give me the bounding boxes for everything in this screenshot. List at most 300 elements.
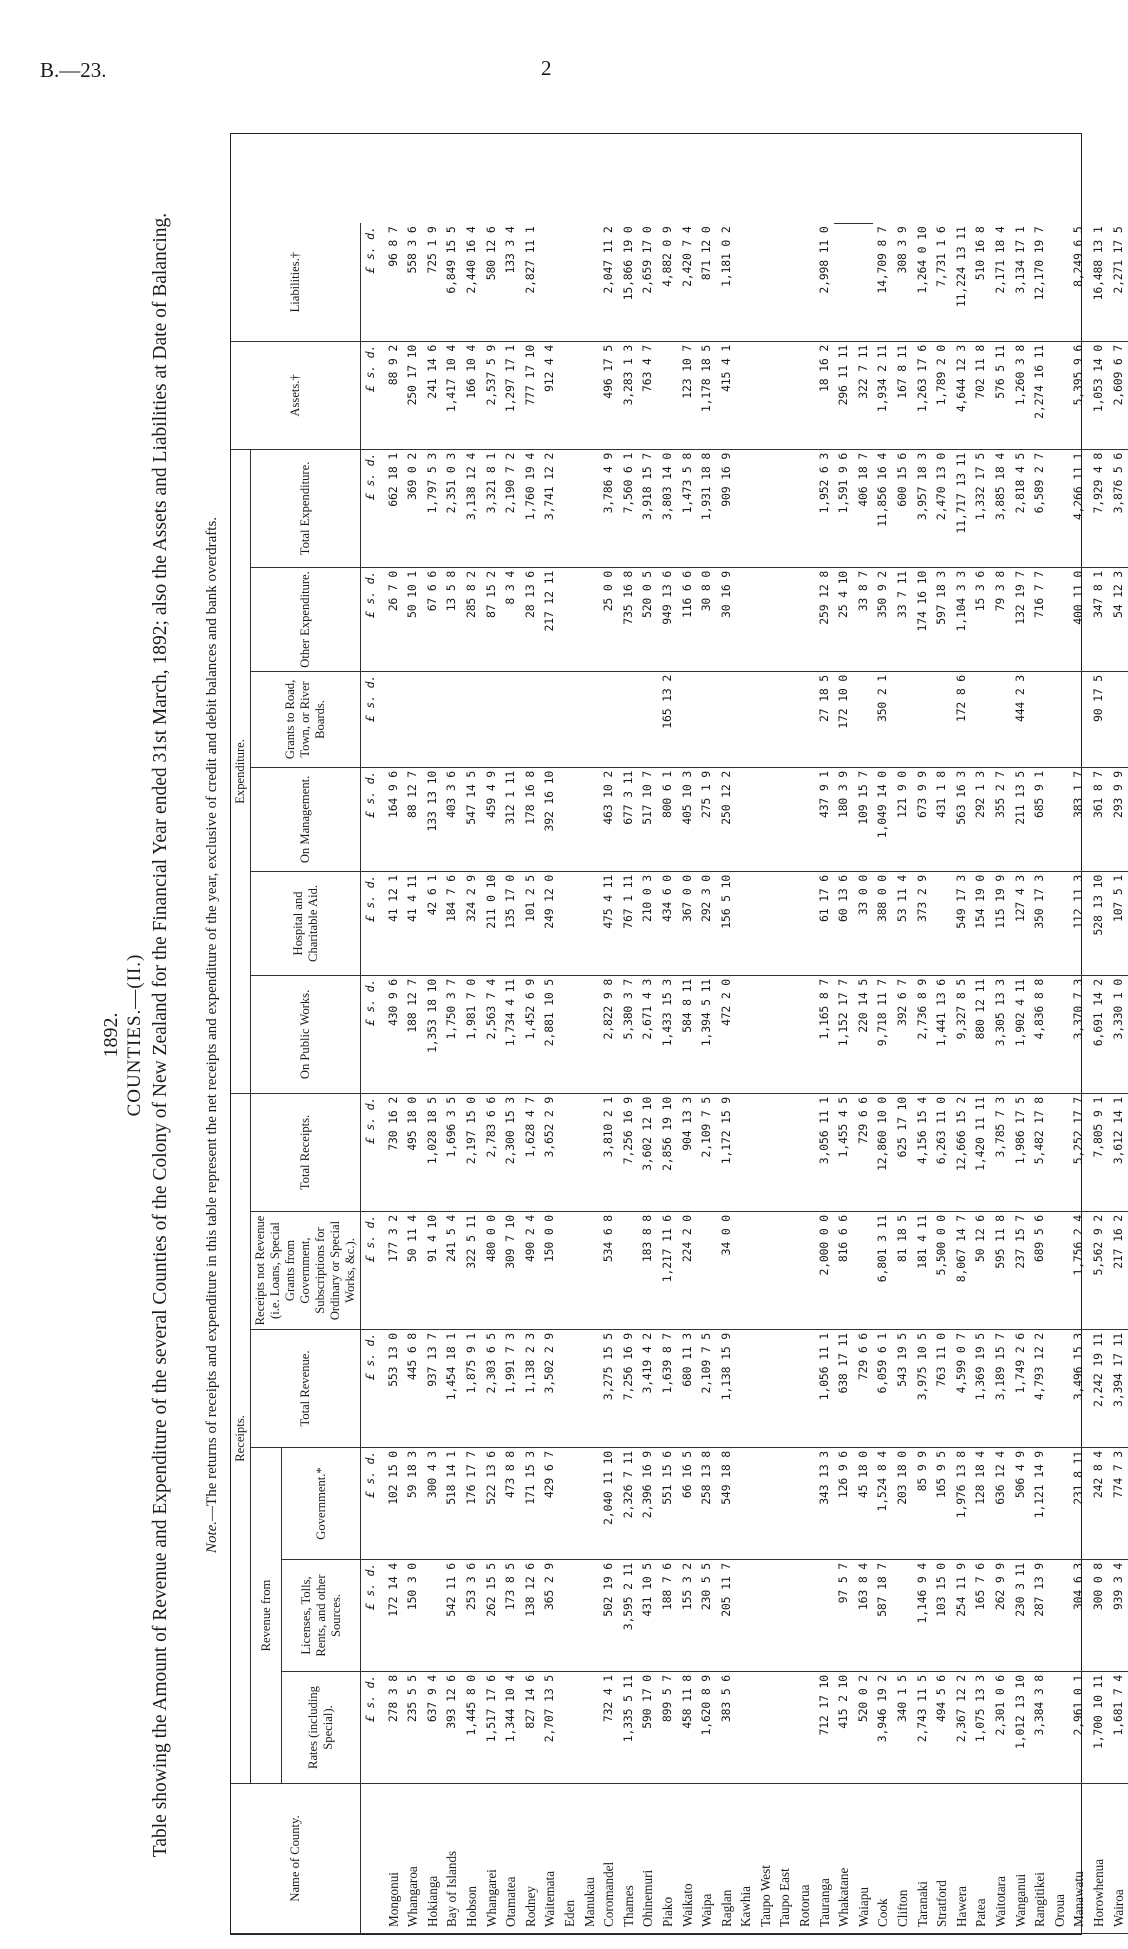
value-cell: 392 16 10: [540, 767, 560, 871]
value-cell: 415 2 10: [834, 1672, 854, 1784]
value-cell: 3,652 2 9: [540, 1093, 560, 1211]
value-cell: [580, 1212, 600, 1330]
value-cell: [1050, 1448, 1070, 1560]
value-cell: 355 2 7: [991, 767, 1011, 871]
value-cell: 217 16 2: [1109, 1212, 1128, 1330]
value-cell: 173 8 5: [501, 1560, 521, 1672]
value-cell: 343 13 3: [815, 1448, 835, 1560]
value-cell: 128 18 4: [971, 1448, 991, 1560]
value-cell: 41 12 1: [381, 871, 404, 975]
county-name-cell: Waitotara: [991, 1784, 1011, 1934]
value-cell: 1,591 9 6: [834, 449, 854, 567]
value-cell: [854, 134, 874, 223]
value-cell: 949 13 6: [658, 567, 678, 671]
value-cell: 3,957 18 3: [913, 449, 933, 567]
value-cell: 520 0 2: [854, 1672, 874, 1784]
value-cell: [1069, 671, 1089, 767]
value-cell: 2,047 11 2: [599, 223, 619, 341]
value-cell: [736, 871, 756, 975]
value-cell: [423, 1560, 443, 1672]
value-cell: [1050, 1212, 1070, 1330]
value-cell: 166 10 4: [462, 341, 482, 449]
value-cell: [580, 767, 600, 871]
value-cell: [560, 567, 580, 671]
county-name-cell: Rotorua: [795, 1784, 815, 1934]
value-cell: 350 2 1: [873, 671, 893, 767]
value-cell: [775, 671, 795, 767]
table-year: 1892.: [100, 1012, 122, 1058]
table-row: [854, 134, 874, 1934]
county-name-cell: Cook: [873, 1784, 893, 1934]
value-cell: 3,785 7 3: [991, 1093, 1011, 1211]
value-cell: 1,394 5 11: [697, 975, 717, 1093]
value-cell: 712 17 10: [815, 1672, 835, 1784]
value-cell: 763 11 0: [932, 1330, 952, 1448]
value-cell: 1,012 13 10: [1011, 1672, 1031, 1784]
table-row: [1030, 134, 1050, 1934]
value-cell: [736, 767, 756, 871]
value-cell: 5,395 9 6: [1069, 341, 1089, 449]
value-cell: [775, 341, 795, 449]
value-cell: 730 16 2: [381, 1093, 404, 1211]
table-row: [815, 134, 835, 1934]
value-cell: [501, 671, 521, 767]
document-reference: B.—23.: [40, 58, 107, 82]
value-cell: 2,563 7 4: [482, 975, 502, 1093]
value-cell: 1,986 17 5: [1011, 1093, 1031, 1211]
value-cell: 50 10 1: [403, 567, 423, 671]
value-cell: 30 8 0: [697, 567, 717, 671]
value-cell: 102 15 0: [381, 1448, 404, 1560]
value-cell: 2,961 0 1: [1069, 1672, 1089, 1784]
table-row: [501, 134, 521, 1934]
table-row: [873, 134, 893, 1934]
revenue-from-header: Revenue from: [251, 1448, 282, 1784]
value-cell: 2,671 4 3: [638, 975, 658, 1093]
value-cell: 103 15 0: [932, 1560, 952, 1672]
value-cell: [560, 871, 580, 975]
value-cell: 188 12 7: [403, 975, 423, 1093]
table-head: [231, 134, 381, 1934]
value-cell: 121 9 0: [893, 767, 913, 871]
county-name-cell: Manukau: [580, 1784, 600, 1934]
table-body: [381, 134, 1128, 1934]
value-cell: [736, 671, 756, 767]
value-cell: 4,644 12 3: [952, 341, 972, 449]
value-cell: [775, 223, 795, 341]
value-cell: 45 18 0: [854, 1448, 874, 1560]
value-cell: 3,394 17 11: [1109, 1330, 1128, 1448]
value-cell: 249 12 0: [540, 871, 560, 975]
value-cell: [1050, 975, 1070, 1093]
value-cell: 25 0 0: [599, 567, 619, 671]
value-cell: 5,252 17 7: [1069, 1093, 1089, 1211]
value-cell: 217 12 11: [540, 567, 560, 671]
value-cell: [560, 1560, 580, 1672]
value-cell: 156 5 10: [717, 871, 737, 975]
value-cell: [1050, 567, 1070, 671]
value-cell: [560, 1093, 580, 1211]
value-cell: 518 14 1: [442, 1448, 462, 1560]
value-cell: 67 6 6: [423, 567, 443, 671]
county-name-cell: Oroua: [1050, 1784, 1070, 1934]
table-row: [795, 134, 815, 1934]
value-cell: [991, 671, 1011, 767]
value-cell: 625 17 10: [893, 1093, 913, 1211]
value-cell: 14,709 8 7: [873, 223, 893, 341]
county-name-cell: Whangarei: [482, 1784, 502, 1934]
value-cell: 250 17 10: [403, 341, 423, 449]
value-cell: 300 0 8: [1089, 1560, 1109, 1672]
value-cell: [1109, 671, 1128, 767]
value-cell: 2,818 4 5: [1011, 449, 1031, 567]
value-cell: 308 3 9: [893, 223, 913, 341]
units-cell: £ s. d.: [361, 1672, 381, 1784]
value-cell: 1,146 9 4: [913, 1560, 933, 1672]
value-cell: 880 12 11: [971, 975, 991, 1093]
col-licenses-header: Licenses, Tolls, Rents, and other Sources.: [282, 1560, 361, 1672]
value-cell: [795, 1093, 815, 1211]
rotated-table-page: [100, 135, 1126, 1935]
county-name-cell: Ohinemuri: [638, 1784, 658, 1934]
value-cell: [756, 449, 776, 567]
value-cell: 324 2 9: [462, 871, 482, 975]
value-cell: 1,756 2 4: [1069, 1212, 1089, 1330]
value-cell: 827 14 6: [521, 1672, 541, 1784]
county-name-cell: Taranaki: [913, 1784, 933, 1934]
value-cell: 939 3 4: [1109, 1560, 1128, 1672]
value-cell: 1,433 15 3: [658, 975, 678, 1093]
value-cell: 50 11 4: [403, 1212, 423, 1330]
col-public-works-header: On Public Works.: [251, 975, 361, 1093]
value-cell: 636 12 4: [991, 1448, 1011, 1560]
table-row: [658, 134, 678, 1934]
value-cell: 154 19 0: [971, 871, 991, 975]
value-cell: 1,264 0 10: [913, 223, 933, 341]
value-cell: 165 13 2: [658, 671, 678, 767]
table-row: [482, 134, 502, 1934]
value-cell: 312 1 11: [501, 767, 521, 871]
value-cell: 115 19 9: [991, 871, 1011, 975]
value-cell: 107 5 1: [1109, 871, 1128, 975]
value-cell: 3,138 12 4: [462, 449, 482, 567]
units-cell: £ s. d.: [361, 1560, 381, 1672]
value-cell: 5,380 3 7: [619, 975, 639, 1093]
value-cell: 180 3 9: [834, 767, 854, 871]
units-cell: £ s. d.: [361, 1212, 381, 1330]
table-row: [893, 134, 913, 1934]
value-cell: 33 8 7: [854, 567, 874, 671]
value-cell: 547 14 5: [462, 767, 482, 871]
value-cell: 287 13 9: [1030, 1560, 1050, 1672]
value-cell: 673 9 9: [913, 767, 933, 871]
value-cell: 12,860 10 0: [873, 1093, 893, 1211]
table-row: [756, 134, 776, 1934]
value-cell: [580, 1093, 600, 1211]
value-cell: [756, 1212, 776, 1330]
value-cell: 1,053 14 0: [1089, 341, 1109, 449]
value-cell: 4,266 11 1: [1069, 449, 1089, 567]
value-cell: 165 7 6: [971, 1560, 991, 1672]
table-row: [599, 134, 619, 1934]
value-cell: 3,275 15 5: [599, 1330, 619, 1448]
value-cell: [638, 671, 658, 767]
units-blank: [361, 1784, 381, 1934]
value-cell: 551 15 6: [658, 1448, 678, 1560]
value-cell: [560, 671, 580, 767]
value-cell: [893, 1560, 913, 1672]
table-row: [775, 134, 795, 1934]
value-cell: [795, 975, 815, 1093]
value-cell: [580, 1560, 600, 1672]
value-cell: 1,104 3 3: [952, 567, 972, 671]
table-row: [560, 134, 580, 1934]
value-cell: 135 17 0: [501, 871, 521, 975]
value-cell: 2,326 7 11: [619, 1448, 639, 1560]
value-cell: 3,876 5 6: [1109, 449, 1128, 567]
value-cell: 1,178 18 5: [697, 341, 717, 449]
value-cell: 3,741 12 2: [540, 449, 560, 567]
county-name-cell: Wanganui: [1011, 1784, 1031, 1934]
value-cell: 275 1 9: [697, 767, 717, 871]
value-cell: 494 5 6: [932, 1672, 952, 1784]
value-cell: 54 12 3: [1109, 567, 1128, 671]
value-cell: 241 14 6: [423, 341, 443, 449]
page-number: 2: [541, 56, 552, 80]
value-cell: 1,445 8 0: [462, 1672, 482, 1784]
county-name-cell: Waiapu: [854, 1784, 874, 1934]
value-cell: 15,866 19 0: [619, 223, 639, 341]
value-cell: 150 3 0: [403, 1560, 423, 1672]
table-row: [1050, 134, 1070, 1934]
value-cell: 3,885 18 4: [991, 449, 1011, 567]
value-cell: [795, 1560, 815, 1672]
note-label: Note.: [204, 1520, 220, 1554]
value-cell: 431 1 8: [932, 767, 952, 871]
value-cell: 3,305 13 3: [991, 975, 1011, 1093]
value-cell: 5,500 0 0: [932, 1212, 952, 1330]
value-cell: 2,000 0 0: [815, 1212, 835, 1330]
value-cell: 767 1 11: [619, 871, 639, 975]
value-cell: [815, 1560, 835, 1672]
value-cell: [795, 223, 815, 341]
value-cell: 304 6 3: [1069, 1560, 1089, 1672]
value-cell: [580, 871, 600, 975]
value-cell: [834, 223, 854, 341]
value-cell: 595 11 8: [991, 1212, 1011, 1330]
value-cell: [854, 1212, 874, 1330]
value-cell: 1,639 8 7: [658, 1330, 678, 1448]
value-cell: 558 3 6: [403, 223, 423, 341]
county-name-cell: Rodney: [521, 1784, 541, 1934]
value-cell: 735 16 8: [619, 567, 639, 671]
value-cell: 90 17 5: [1089, 671, 1109, 767]
value-cell: 322 5 11: [462, 1212, 482, 1330]
value-cell: 8 3 4: [501, 567, 521, 671]
value-cell: 445 6 8: [403, 1330, 423, 1448]
value-cell: 1,524 8 4: [873, 1448, 893, 1560]
value-cell: 510 16 8: [971, 223, 991, 341]
value-cell: 1,332 17 5: [971, 449, 991, 567]
value-cell: 15 3 6: [971, 567, 991, 671]
value-cell: [795, 567, 815, 671]
value-cell: 3,803 14 0: [658, 449, 678, 567]
value-cell: [756, 1672, 776, 1784]
value-cell: 502 19 6: [599, 1560, 619, 1672]
value-cell: [580, 671, 600, 767]
value-cell: [736, 1330, 756, 1448]
value-cell: 254 11 9: [952, 1560, 972, 1672]
value-cell: [893, 671, 913, 767]
value-cell: [462, 671, 482, 767]
value-cell: 133 13 10: [423, 767, 443, 871]
value-cell: 59 18 3: [403, 1448, 423, 1560]
county-name-cell: Clifton: [893, 1784, 913, 1934]
value-cell: [795, 1330, 815, 1448]
value-cell: 1,931 18 8: [697, 449, 717, 567]
county-name-cell: Hobson: [462, 1784, 482, 1934]
value-cell: [795, 871, 815, 975]
value-cell: [756, 871, 776, 975]
value-cell: 203 18 0: [893, 1448, 913, 1560]
value-cell: 563 16 3: [952, 767, 972, 871]
value-cell: 205 11 7: [717, 1560, 737, 1672]
value-cell: 164 9 6: [381, 767, 404, 871]
value-cell: 6,691 14 2: [1089, 975, 1109, 1093]
value-cell: 437 9 1: [815, 767, 835, 871]
value-cell: [1050, 223, 1070, 341]
value-cell: 2,300 15 3: [501, 1093, 521, 1211]
value-cell: 5,562 9 2: [1089, 1212, 1109, 1330]
value-cell: [580, 567, 600, 671]
value-cell: 3,918 15 7: [638, 449, 658, 567]
col-management-header: On Management.: [251, 767, 361, 871]
value-cell: 350 9 2: [873, 567, 893, 671]
value-cell: 587 18 7: [873, 1560, 893, 1672]
value-cell: 235 5 5: [403, 1672, 423, 1784]
value-cell: 123 10 7: [678, 341, 698, 449]
table-row: [1089, 134, 1109, 1934]
value-cell: 138 12 6: [521, 1560, 541, 1672]
value-cell: 133 3 4: [501, 223, 521, 341]
table-row: [521, 134, 541, 1934]
value-cell: [795, 1448, 815, 1560]
value-cell: 534 6 8: [599, 1212, 619, 1330]
value-cell: 5,482 17 8: [1030, 1093, 1050, 1211]
value-cell: 26 7 0: [381, 567, 404, 671]
value-cell: [854, 671, 874, 767]
value-cell: 2,881 10 5: [540, 975, 560, 1093]
value-cell: 2,396 16 9: [638, 1448, 658, 1560]
value-cell: 211 0 10: [482, 871, 502, 975]
value-cell: 1,152 17 7: [834, 975, 854, 1093]
value-cell: 1,455 4 5: [834, 1093, 854, 1211]
value-cell: 12,666 15 2: [952, 1093, 972, 1211]
value-cell: 165 9 5: [932, 1448, 952, 1560]
value-cell: [442, 671, 462, 767]
value-cell: [795, 1212, 815, 1330]
value-cell: 777 17 10: [521, 341, 541, 449]
value-cell: 725 1 9: [423, 223, 443, 341]
table-row: [971, 134, 991, 1934]
value-cell: [854, 223, 874, 341]
value-cell: [1050, 1560, 1070, 1672]
value-cell: [795, 449, 815, 567]
value-cell: 816 6 6: [834, 1212, 854, 1330]
value-cell: 7,929 4 8: [1089, 449, 1109, 567]
value-cell: [795, 1672, 815, 1784]
value-cell: 2,367 12 2: [952, 1672, 972, 1784]
county-name-cell: Bay of Islands: [442, 1784, 462, 1934]
value-cell: 97 5 7: [834, 1560, 854, 1672]
value-cell: 392 6 7: [893, 975, 913, 1093]
value-cell: 2,274 16 11: [1030, 341, 1050, 449]
value-cell: 2,827 11 1: [521, 223, 541, 341]
value-cell: [971, 671, 991, 767]
value-cell: 127 4 3: [1011, 871, 1031, 975]
col-total-exp-header: Total Expenditure.: [251, 449, 361, 567]
table-row: [638, 134, 658, 1934]
value-cell: [795, 671, 815, 767]
value-cell: 800 6 1: [658, 767, 678, 871]
value-cell: 3,496 15 3: [1069, 1330, 1089, 1448]
value-cell: [697, 671, 717, 767]
value-cell: 2,440 16 4: [462, 223, 482, 341]
value-cell: 528 13 10: [1089, 871, 1109, 975]
value-cell: [736, 449, 756, 567]
value-cell: 6,263 11 0: [932, 1093, 952, 1211]
value-cell: [1050, 767, 1070, 871]
value-cell: 576 5 11: [991, 341, 1011, 449]
table-row: [678, 134, 698, 1934]
value-cell: 553 13 0: [381, 1330, 404, 1448]
value-cell: 18 16 2: [815, 341, 835, 449]
col-name-header: Name of County.: [231, 1784, 361, 1934]
county-name-cell: Wairoa: [1109, 1784, 1128, 1934]
value-cell: 3,370 7 3: [1069, 975, 1089, 1093]
value-cell: 600 15 6: [893, 449, 913, 567]
value-cell: 178 16 8: [521, 767, 541, 871]
value-cell: 2,420 7 4: [678, 223, 698, 341]
col-assets-header: Assets.†: [231, 341, 361, 449]
value-cell: 904 13 3: [678, 1093, 698, 1211]
receipts-group-header: Receipts.: [231, 1093, 251, 1783]
value-cell: 258 13 8: [697, 1448, 717, 1560]
value-cell: 871 12 0: [697, 223, 717, 341]
value-cell: [560, 1448, 580, 1560]
value-cell: 373 2 9: [913, 871, 933, 975]
value-cell: 1,049 14 0: [873, 767, 893, 871]
value-cell: 383 1 7: [1069, 767, 1089, 871]
county-name-cell: Waikato: [678, 1784, 698, 1934]
value-cell: [521, 671, 541, 767]
value-cell: [775, 1212, 795, 1330]
value-cell: 1,138 2 3: [521, 1330, 541, 1448]
value-cell: 4,882 0 9: [658, 223, 678, 341]
value-cell: [580, 223, 600, 341]
value-cell: [756, 223, 776, 341]
value-cell: 1,260 3 8: [1011, 341, 1031, 449]
county-name-cell: Waipa: [697, 1784, 717, 1934]
table-note: Note.—The returns of receipts and expenditure in this table represent the net receipts and expenditure of the year, exclusive of credit and debit balances and bank overdrafts.: [204, 516, 220, 1554]
value-cell: 322 7 11: [854, 341, 874, 449]
value-cell: 2,783 6 6: [482, 1093, 502, 1211]
value-cell: [1050, 871, 1070, 975]
value-cell: 278 3 8: [381, 1672, 404, 1784]
value-cell: 7,256 16 9: [619, 1093, 639, 1211]
value-cell: [580, 975, 600, 1093]
value-cell: 393 12 6: [442, 1672, 462, 1784]
